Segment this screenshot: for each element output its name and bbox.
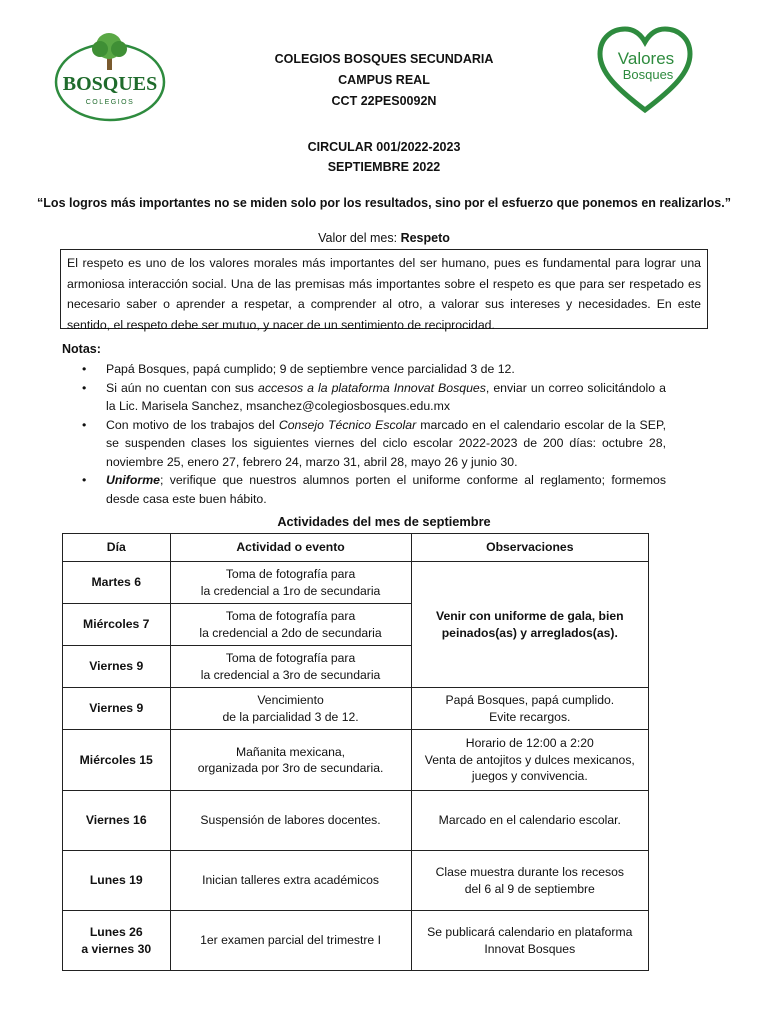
notas-title: Notas: xyxy=(62,342,101,356)
cell-activity: Mañanita mexicana, organizada por 3ro de secundaria. xyxy=(170,730,411,791)
activities-table xyxy=(62,533,649,971)
cell-day: Viernes 9 xyxy=(63,688,171,730)
school-name: COLEGIOS BOSQUES SECUNDARIA xyxy=(274,52,494,66)
table-row xyxy=(63,851,649,911)
cell-day: Viernes 16 xyxy=(63,791,171,851)
cell-observation: Papá Bosques, papá cumplido. Evite recargos. xyxy=(411,688,648,730)
cell-day: Miércoles 15 xyxy=(63,730,171,791)
table-row xyxy=(63,562,649,604)
valor-del-mes xyxy=(0,231,768,245)
activities-title: Actividades del mes de septiembre xyxy=(277,514,491,529)
valor-value: Respeto xyxy=(400,231,450,245)
cell-day: Martes 6 xyxy=(63,562,171,604)
circular-month: SEPTIEMBRE 2022 xyxy=(327,160,441,174)
table-header-row xyxy=(63,534,649,562)
cell-observation-merged: Venir con uniforme de gala, bien peinados(as) y arreglados(as). xyxy=(411,562,648,688)
cell-activity: Toma de fotografía para la credencial a 3ro de secundaria xyxy=(170,646,411,688)
cell-observation: Horario de 12:00 a 2:20 Venta de antojitos y dulces mexicanos, juegos y convivencia. xyxy=(411,730,648,791)
logo-right-text-2: Bosques xyxy=(622,67,674,82)
notas-list xyxy=(62,360,666,508)
cell-activity: Inician talleres extra académicos xyxy=(170,851,411,911)
campus-name: CAMPUS REAL xyxy=(338,73,430,87)
nota-item: • Uniforme; verifique que nuestros alumnos porten el uniforme conforme al reglamento; formemos desde casa este buen hábito. xyxy=(82,473,666,506)
nota-item: • Papá Bosques, papá cumplido; 9 de septiembre vence parcialidad 3 de 12. xyxy=(82,362,515,376)
nota-item: • Si aún no cuentan con sus accesos a la plataforma Innovat Bosques, enviar un correo solicitándolo a la Lic. Marisela Sanchez, msanchez@colegiosbosques.edu.mx xyxy=(82,380,666,413)
cell-observation: Se publicará calendario en plataforma Innovat Bosques xyxy=(411,911,648,971)
quote: “Los logros más importantes no se miden solo por los resultados, sino por el esfuerzo que ponemos en realizarlos.” xyxy=(37,196,731,210)
cell-activity: Vencimiento de la parcialidad 3 de 12. xyxy=(170,688,411,730)
cell-activity: Suspensión de labores docentes. xyxy=(170,791,411,851)
logo-text: BOSQUES xyxy=(62,73,158,95)
header-dia: Día xyxy=(63,534,171,562)
table-row xyxy=(63,730,649,791)
valor-label: Valor del mes: xyxy=(318,231,401,245)
nota-item: • Con motivo de los trabajos del Consejo Técnico Escolar marcado en el calendario escolar de la SEP, se suspenden clases los siguientes viernes del ciclo escolar 2022-2023 de 200 días: octubre 28, noviembre 25, enero 27, febrero 24, marzo 31, abril 28, mayo 26 y junio 30. xyxy=(82,417,666,469)
cell-day: Lunes 26 a viernes 30 xyxy=(63,911,171,971)
cell-day: Viernes 9 xyxy=(63,646,171,688)
table-row xyxy=(63,688,649,730)
school-header xyxy=(0,49,768,112)
cell-observation: Marcado en el calendario escolar. xyxy=(411,791,648,851)
cell-day: Lunes 19 xyxy=(63,851,171,911)
header-observaciones: Observaciones xyxy=(411,534,648,562)
cell-day: Miércoles 7 xyxy=(63,604,171,646)
circular-header xyxy=(0,137,768,177)
valor-description-box: El respeto es uno de los valores morales más importantes del ser humano, pues es fundamental para lograr una armoniosa interacción social. Una de las premisas más importantes sobre el respeto es que para ser respetado es necesario saber o aprender a respetar, a comprender al otro, a valorar sus intereses y necesidades. En este sentido, el respeto debe ser mutuo, y nacer de un sentimiento de reciprocidad. xyxy=(60,249,708,329)
logo-subtext: COLEGIOS xyxy=(85,99,135,106)
header-actividad: Actividad o evento xyxy=(170,534,411,562)
table-row xyxy=(63,911,649,971)
cell-activity: 1er examen parcial del trimestre I xyxy=(170,911,411,971)
cct-code: CCT 22PES0092N xyxy=(331,94,437,108)
logo-right-text-1: Valores xyxy=(617,49,675,68)
circular-number: CIRCULAR 001/2022-2023 xyxy=(307,140,461,154)
cell-activity: Toma de fotografía para la credencial a 1ro de secundaria xyxy=(170,562,411,604)
cell-activity: Toma de fotografía para la credencial a 2do de secundaria xyxy=(170,604,411,646)
table-row xyxy=(63,791,649,851)
cell-observation: Clase muestra durante los recesos del 6 al 9 de septiembre xyxy=(411,851,648,911)
